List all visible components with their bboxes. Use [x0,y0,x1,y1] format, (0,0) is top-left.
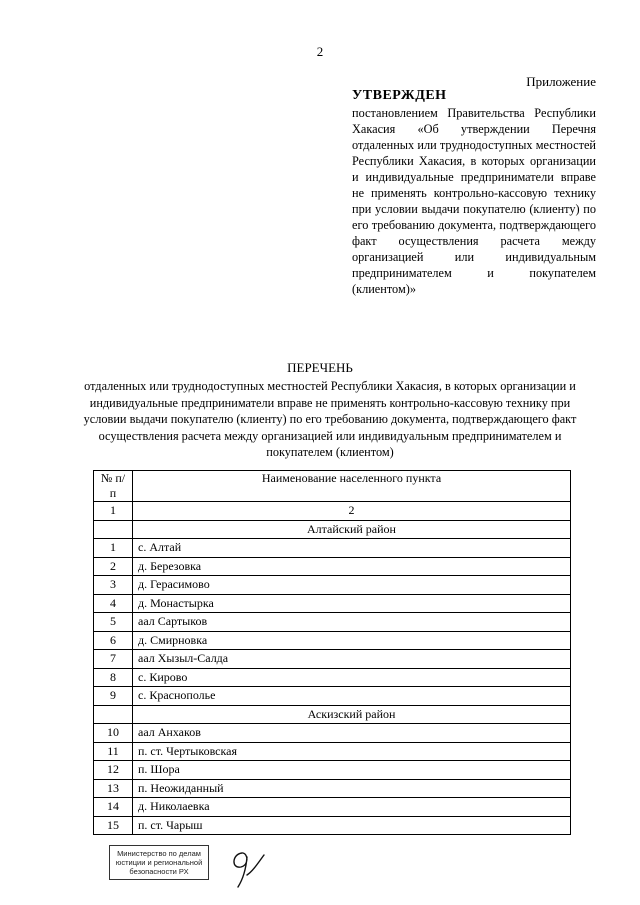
table-row [94,798,571,817]
list-subtitle: отдаленных или труднодоступных местностей Республики Хакасия, в которых организации и индивидуальные предприниматели вправе не применять контрольно-кассовую технику при условии выдачи покупателю (клиенту) по его требованию документа, подтверждающего факт осуществления расчета между организацией или индивидуальным предпринимателем и покупателем (клиентом) [83,379,577,459]
row-number: 2 [94,557,133,576]
settlement-name: п. ст. Чарыш [133,816,571,835]
header-name: Наименование населенного пункта [133,471,571,502]
row-number: 1 [94,539,133,558]
column-numbers-row [94,502,571,521]
row-number: 11 [94,742,133,761]
settlement-name: п. Шора [133,761,571,780]
row-number: 8 [94,668,133,687]
table-row [94,594,571,613]
ministry-stamp: Министерство по делам юстиции и региональной безопасности РХ [109,845,209,880]
table-row [94,631,571,650]
approval-block [352,88,596,297]
approved-title: УТВЕРЖДЕН [352,88,447,103]
column-number-1: 1 [94,502,133,521]
settlement-name: д. Смирновка [133,631,571,650]
table-row [94,779,571,798]
settlement-name: аал Сартыков [133,613,571,632]
column-number-2: 2 [133,502,571,521]
table-row [94,761,571,780]
row-number: 5 [94,613,133,632]
table-row [94,576,571,595]
row-number: 9 [94,687,133,706]
row-number: 7 [94,650,133,669]
settlement-name: д. Березовка [133,557,571,576]
row-number: 13 [94,779,133,798]
table-row [94,613,571,632]
district-name: Алтайский район [133,520,571,539]
settlement-name: с. Краснополье [133,687,571,706]
district-name: Аскизский район [133,705,571,724]
table-row [94,539,571,558]
table-row [94,557,571,576]
settlement-name: п. ст. Чертыковская [133,742,571,761]
settlement-name: д. Герасимово [133,576,571,595]
settlement-name: д. Монастырка [133,594,571,613]
table-row [94,724,571,743]
settlement-name: аал Анхаков [133,724,571,743]
district-num-cell [94,705,133,724]
table-row [94,816,571,835]
settlement-name: д. Николаевка [133,798,571,817]
settlement-name: п. Неожиданный [133,779,571,798]
row-number: 15 [94,816,133,835]
row-number: 3 [94,576,133,595]
row-number: 14 [94,798,133,817]
table-row [94,650,571,669]
table-row [94,668,571,687]
settlement-name: с. Кирово [133,668,571,687]
row-number: 4 [94,594,133,613]
signature-image [226,845,268,891]
district-row [94,705,571,724]
row-number: 12 [94,761,133,780]
row-number: 10 [94,724,133,743]
table-row [94,687,571,706]
settlement-name: с. Алтай [133,539,571,558]
page-number: 2 [316,44,324,59]
row-number: 6 [94,631,133,650]
approved-text: постановлением Правительства Республики Хакасия «Об утверждении Перечня отдаленных или труднодоступных местностей Республики Хакасия, в которых организации и индивидуальные предприниматели вправе не применять контрольно-кассовую технику при условии выдачи покупателю (клиенту) по его требованию документа, подтверждающего факт осуществления расчета между организацией или индивидуальным предпринимателем и покупателем (клиентом)» [352,106,596,296]
table-header-row [94,471,571,502]
district-num-cell [94,520,133,539]
table-row [94,742,571,761]
settlements-table [93,470,571,835]
settlement-name: аал Хызыл-Салда [133,650,571,669]
district-row [94,520,571,539]
header-num: № п/п [94,471,133,502]
list-title: ПЕРЕЧЕНЬ [287,360,353,375]
appendix-label: Приложение [526,74,596,89]
